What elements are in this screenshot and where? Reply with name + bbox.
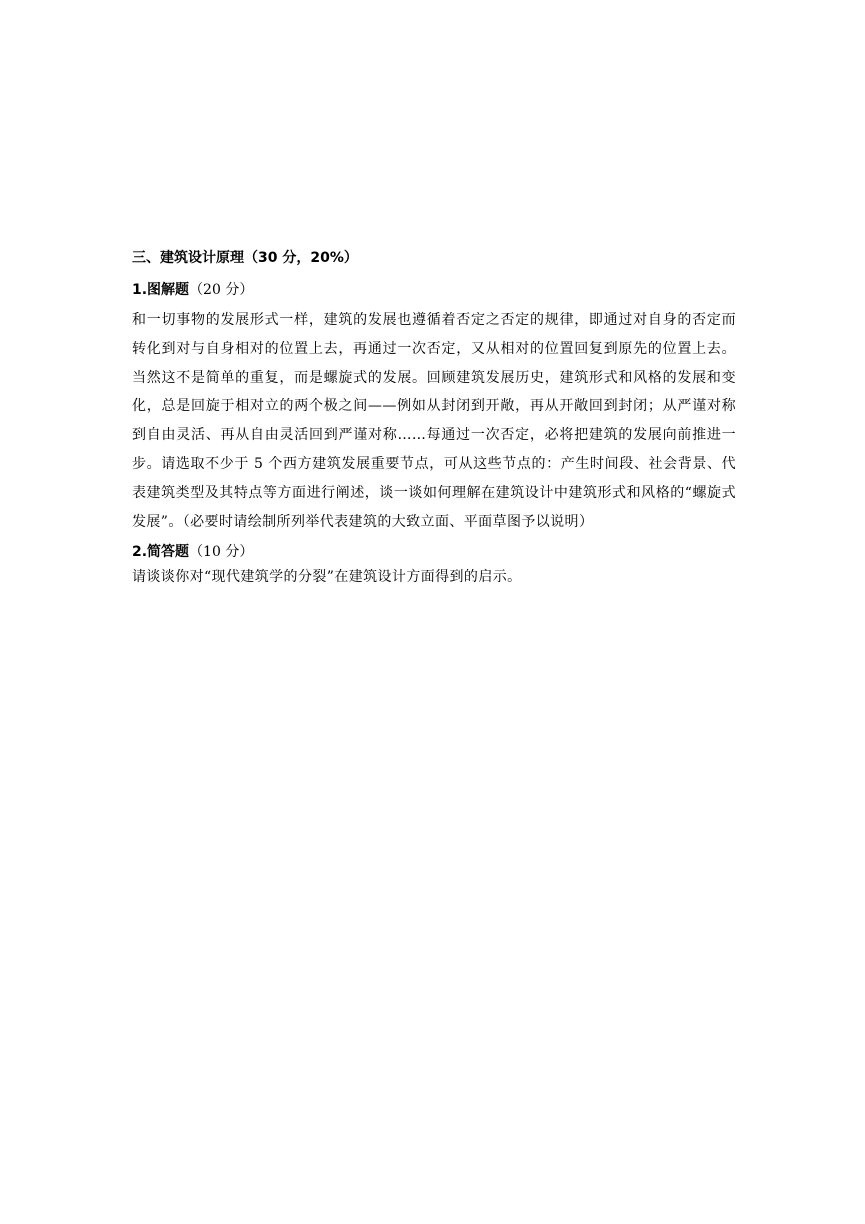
question-1-text: 和一切事物的发展形式一样，建筑的发展也遵循着否定之否定的规律，即通过对自身的否定而转化到对与自身相对的位置上去，再通过一次否定，又从相对的位置回复到原先的位置上去。当然这不是简单的重复，而是螺旋式的发展。回顾建筑发展历史，建筑形式和风格的发展和变化，总是回旋于相对立的两个极之间——例如从封闭到开敞，再从开敞回到封闭；从严谨对称到自由灵活、再从自由灵活回到严谨对称……每通过一次否定，必将把建筑的发展向前推进一步。请选取不少于 5 个西方建筑发展重要节点，可从这些节点的：产生时间段、社会背景、代表建筑类型及其特点等方面进行阐述，谈一谈如何理解在建筑设计中建筑形式和风格的“螺旋式发展”。（必要时请绘制所列举代表建筑的大致立面、平面草图予以说明） [132,312,736,530]
question-2-heading [132,538,736,566]
question-2-score: （10 分） [189,544,254,561]
exam-page [132,244,736,588]
question-1-score: （20 分） [189,282,254,298]
section-title: 三、建筑设计原理（30 分，20%） [132,250,358,266]
question-2-text: 请谈谈你对“现代建筑学的分裂”在建筑设计方面得到的启示。 [132,569,522,586]
question-2-label: 2.简答题 [132,544,190,561]
question-1-heading [132,276,736,304]
question-1-label: 1.图解题 [132,282,190,298]
